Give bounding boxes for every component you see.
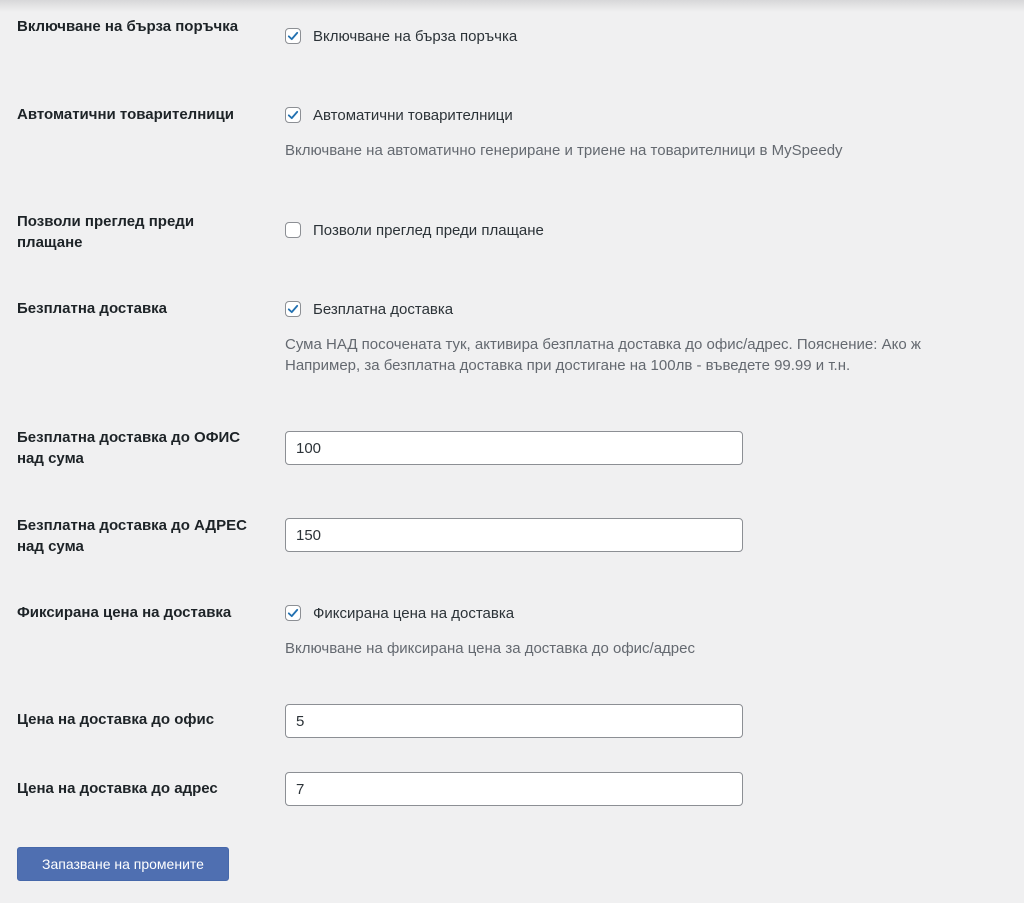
fixed-price-description: Включване на фиксирана цена за доставка до офис/адрес — [285, 640, 695, 657]
free-delivery-checkbox[interactable] — [285, 301, 301, 317]
quick-order-checkbox[interactable] — [285, 28, 301, 44]
checkmark-icon — [286, 606, 300, 620]
free-delivery-description-line2: Например, за безплатна доставка при достигане на 100лв - въведете 99.99 и т.н. — [285, 357, 851, 374]
free-address-threshold-input[interactable] — [285, 518, 743, 552]
quick-order-label: Включване на бърза поръчка — [17, 18, 239, 35]
inspect-before-pay-checkbox[interactable] — [285, 222, 301, 238]
checkmark-icon — [286, 29, 300, 43]
free-delivery-description-line1: Сума НАД посочената тук, активира безплатна доставка до офис/адрес. Пояснение: Ако ж — [285, 336, 921, 353]
auto-waybills-checkbox[interactable] — [285, 107, 301, 123]
quick-order-checkbox-label: Включване на бърза поръчка — [313, 27, 518, 45]
auto-waybills-checkbox-label: Автоматични товарителници — [313, 106, 513, 124]
save-changes-button[interactable]: Запазване на промените — [17, 847, 229, 881]
quick-order-field — [285, 25, 1024, 47]
inspect-before-pay-checkbox-label: Позволи преглед преди плащане — [313, 221, 544, 239]
inspect-before-pay-checkbox-row[interactable] — [285, 219, 1024, 241]
address-price-input[interactable] — [285, 772, 743, 806]
auto-waybills-field — [285, 104, 1024, 161]
free-address-threshold-label: Безплатна доставка до АДРЕС над сума — [17, 517, 247, 555]
fixed-price-field — [285, 602, 1024, 659]
top-shadow — [0, 0, 1024, 12]
free-delivery-label: Безплатна доставка — [17, 300, 168, 317]
free-delivery-checkbox-label: Безплатна доставка — [313, 300, 454, 318]
fixed-price-label: Фиксирана цена на доставка — [17, 604, 232, 621]
quick-order-checkbox-row[interactable] — [285, 25, 1024, 47]
checkmark-icon — [286, 108, 300, 122]
free-delivery-checkbox-row[interactable] — [285, 298, 1024, 320]
free-office-threshold-label: Безплатна доставка до ОФИС над сума — [17, 429, 241, 467]
auto-waybills-description: Включване на автоматично генериране и триене на товарителници в MySpeedy — [285, 142, 843, 159]
fixed-price-checkbox-row[interactable] — [285, 602, 1024, 624]
address-price-label: Цена на доставка до адрес — [17, 780, 218, 797]
fixed-price-checkbox[interactable] — [285, 605, 301, 621]
auto-waybills-label: Автоматични товарителници — [17, 106, 234, 123]
inspect-before-pay-field — [285, 219, 1024, 241]
office-price-input[interactable] — [285, 704, 743, 738]
free-office-threshold-input[interactable] — [285, 431, 743, 465]
inspect-before-pay-label: Позволи преглед преди плащане — [17, 213, 195, 251]
auto-waybills-checkbox-row[interactable] — [285, 104, 1024, 126]
office-price-label: Цена на доставка до офис — [17, 711, 215, 728]
free-delivery-field — [285, 298, 1024, 376]
checkmark-icon — [286, 302, 300, 316]
fixed-price-checkbox-label: Фиксирана цена на доставка — [313, 604, 515, 622]
